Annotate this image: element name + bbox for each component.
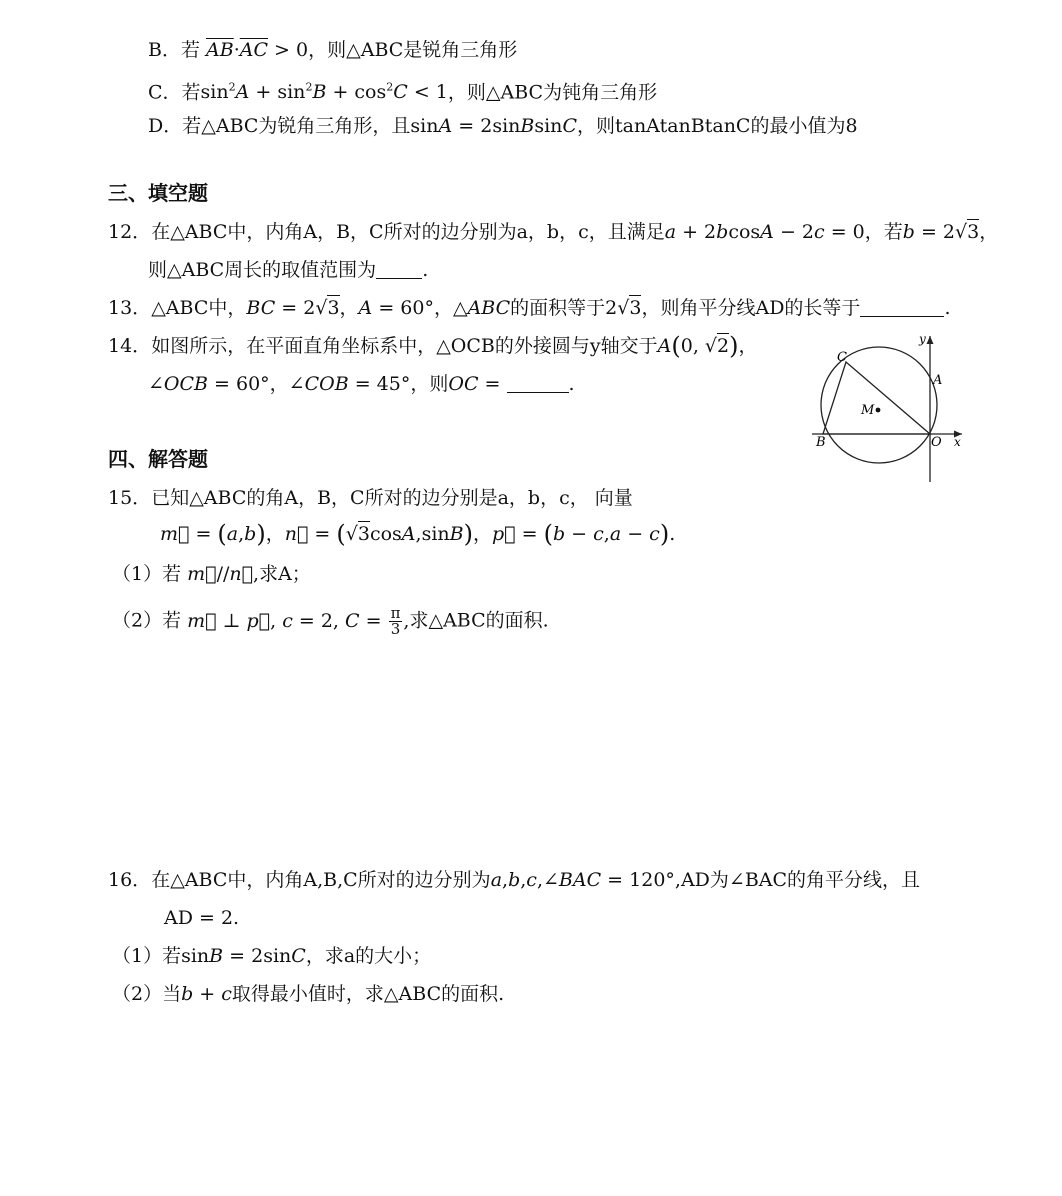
q12-equation: a + 2bcosA − 2c = 0 (664, 221, 865, 243)
q15-part1-ask: 求A； (259, 563, 311, 585)
q13-number: 13． (108, 297, 152, 319)
q16-line2: AD = 2. (164, 907, 240, 929)
q14-line2: ∠OCB = 60°，∠COB = 45°，则OC = . (148, 373, 575, 395)
q16-part1-condition: sinB = 2sinC (181, 945, 306, 967)
q14-number: 14． (108, 335, 152, 357)
q12-b-value: b = 2√3， (902, 221, 999, 243)
q16-part1 (112, 944, 431, 968)
q16-number: 16． (108, 869, 152, 891)
q12-text: 在△ABC中，内角A，B，C所对的边分别为a，b，c，且满足 (151, 221, 665, 243)
option-b-condition: $\overline{AB}\cdot\overline{AC} > 0$ (206, 39, 309, 61)
q15-line1 (108, 486, 633, 510)
option-c-condition: $\sin^2A + \sin^2B + \cos^2C < 1$ (200, 81, 448, 104)
triangle-ocb (823, 362, 930, 434)
q14-line1 (108, 334, 758, 358)
q16-part1-label: （1）若 (112, 945, 182, 967)
q15-part2 (112, 606, 549, 637)
q12-answer-blank[interactable] (376, 260, 422, 279)
q16-text-a: 在△ABC中，内角A,B,C所对的边分别为 (151, 869, 491, 891)
q16-part2-label: （2）当 (112, 983, 182, 1005)
label-a: A (933, 373, 943, 388)
option-d-conclusion: ，则tanAtanBtanC的最小值为8 (576, 115, 858, 137)
center-m-dot (876, 408, 881, 413)
q16-part2-ask: 取得最小值时，求△ABC的面积. (231, 983, 505, 1005)
q14-angles: ∠OCB = 60°，∠COB = 45° (148, 373, 411, 395)
q14-answer-blank[interactable] (507, 374, 569, 393)
option-c-label: C．若 (148, 81, 201, 104)
q16-condition: a,b,c,∠BAC = 120°, (490, 869, 681, 891)
option-c-conclusion: ，则△ABC为钝角三角形 (447, 81, 658, 104)
q14-oc: OC = (448, 373, 507, 395)
q15-part2-ask: 求△ABC的面积. (409, 609, 549, 632)
q16-part1-ask: ，求a的大小； (305, 945, 432, 967)
q13-text-b: 的面积等于 (510, 297, 606, 319)
q12-number: 12． (108, 221, 152, 243)
option-b (148, 38, 517, 62)
q13-text-a: △ABC中， (151, 297, 247, 319)
option-b-label: B．若 (148, 39, 200, 61)
option-d-condition: sinA = 2sinBsinC (410, 115, 577, 137)
q13-text-c: ，则角平分线AD的长等于 (641, 297, 861, 319)
q12-line1 (108, 220, 998, 244)
q15-vectors: m⃗ = (a,b)，n⃗ = (√3cosA,sinB)，p⃗ = (b − c,a − c). (160, 520, 676, 548)
label-b: B (816, 435, 826, 450)
q15-part2-label: （2）若 (112, 609, 182, 632)
q16-part2 (112, 982, 504, 1006)
q16-part2-expr: b + c (181, 983, 232, 1005)
q12-line2: 则△ABC周长的取值范围为 . (148, 259, 429, 281)
option-d-label: D．若△ABC为锐角三角形，且 (148, 115, 411, 137)
section-4-title: 四、解答题 (108, 447, 208, 471)
q14-text-end: ，则 (410, 373, 449, 395)
q12-question: 则△ABC周长的取值范围为 (148, 259, 377, 281)
q13-line: 13．△ABC中，BC = 2√3，A = 60°，△ABC的面积等于2√3，则角平分线AD的长等于 . (108, 297, 951, 319)
q14-point-a: A(0, √2)， (657, 332, 758, 360)
label-m: M (861, 403, 875, 418)
q14-text: 如图所示，在平面直角坐标系中，△OCB的外接圆与y轴交于 (151, 335, 658, 357)
q13-answer-blank[interactable] (860, 298, 944, 317)
q15-text: 已知△ABC的角A，B，C所对的边分别是a，b，c， 向量 (151, 487, 633, 509)
q13-area-value: 2√3 (605, 297, 642, 319)
q15-part2-condition: m⃗ ⊥ p⃗, c = 2, C = $\frac{\pi}{3}$ , (187, 604, 410, 638)
label-y: y (919, 332, 926, 346)
q13-bc-value: BC = 2√3，A = 60°，△ABC (246, 297, 511, 319)
q15-part1-condition: m⃗//n⃗, (187, 563, 260, 585)
q16-line1 (108, 868, 920, 892)
option-b-conclusion: ，则△ABC是锐角三角形 (308, 39, 518, 61)
q12-text-end: ，若 (864, 221, 903, 243)
q15-part1-label: （1）若 (112, 563, 182, 585)
label-x: x (954, 435, 961, 449)
label-c: C (837, 350, 847, 365)
q16-text-b: AD为∠BAC的角平分线，且 (680, 869, 921, 891)
q15-number: 15． (108, 487, 152, 509)
q14-figure (802, 326, 972, 486)
label-o: O (931, 435, 942, 450)
option-d (148, 114, 858, 138)
section-3-title: 三、填空题 (108, 181, 208, 205)
y-axis-arrow (927, 336, 934, 344)
option-c (148, 76, 657, 104)
q15-part1 (112, 562, 311, 586)
